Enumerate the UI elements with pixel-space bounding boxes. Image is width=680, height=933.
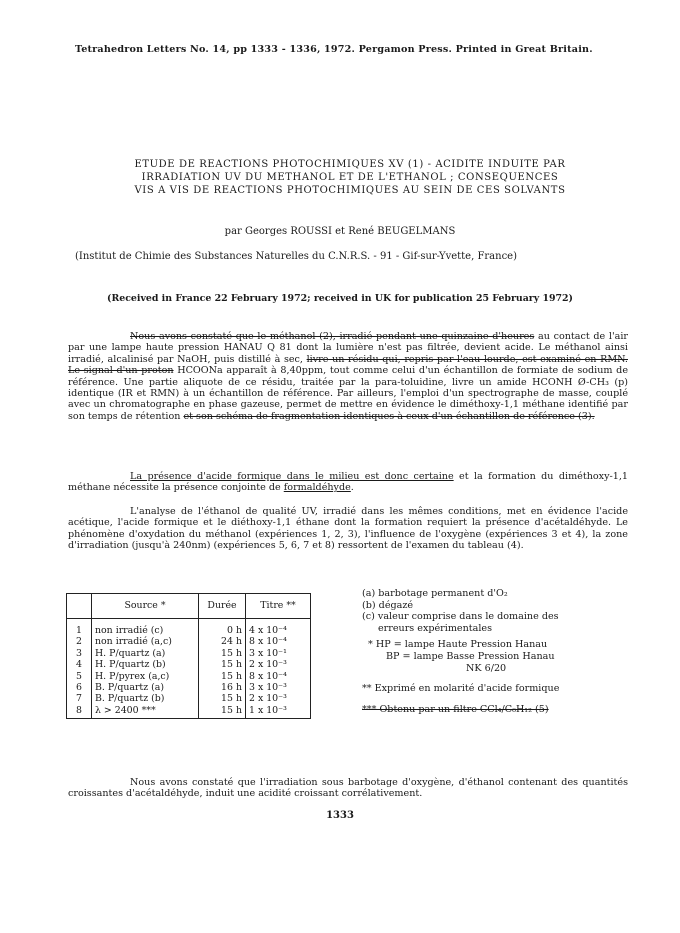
underlined-text: La présence d'acide formique dans le milieu est donc certaine [130,471,454,482]
table-row [67,671,311,682]
paragraph-text: . [350,482,354,494]
struck-text: et son schéma de fragmentation identiques à ceux d'un échantillon de référence (3). [183,410,595,422]
table-cell: 7 [67,693,92,704]
paragraph-text: L'analyse de l'éthanol de qualité UV, irradié dans les mêmes conditions, met en évidence l'acide acétique, l'acide formique et le diéthoxy-1,1 éthane dont la formation requiert la présence d'acétaldéhyde. Le phénomène d'oxydation du méthanol (expériences 1, 2, 3), l'influence de l'oxygène (expériences 3 et 4), la zone d'irradiation (jusqu'à 240nm) (expériences 5, 6, 7 et 8) ressortent de l'examen du tableau (4). [68,506,628,552]
table-cell: 15 h [199,648,246,659]
table-cell: non irradié (a,c) [92,636,199,647]
institution: (Institut de Chimie des Substances Naturelles du C.N.R.S. - 91 - Gif-sur-Yvette, France) [75,251,517,262]
paragraph-1 [68,331,628,422]
table-cell: 8 x 10⁻⁴ [246,636,311,647]
note-nk: NK 6/20 [466,662,507,674]
table-cell: 2 x 10⁻³ [246,659,311,670]
table-cell: 0 h [199,619,246,637]
table-cell: 6 [67,682,92,693]
table-row [67,619,311,637]
table-cell: 15 h [199,659,246,670]
table-cell: 15 h [199,671,246,682]
column-header-duree: Durée [199,594,246,619]
table-cell: λ > 2400 *** [92,705,199,719]
title-line-1: ETUDE DE REACTIONS PHOTOCHIMIQUES XV (1) - ACIDITE INDUITE PAR [134,159,566,170]
paragraph-4 [68,777,628,800]
table-row [67,636,311,647]
note-bp: BP = lampe Basse Pression Hanau [386,650,555,662]
note-molarity: ** Exprimé en molarité d'acide formique [362,683,560,695]
table-cell: H. P/quartz (a) [92,648,199,659]
table-row [67,693,311,704]
table-cell: 4 [67,659,92,670]
paragraph-3 [68,506,628,552]
table-cell: 2 x 10⁻³ [246,693,311,704]
journal-header: Tetrahedron Letters No. 14, pp 1333 - 1336, 1972. Pergamon Press. Printed in Great Britain. [75,44,593,55]
authors: par Georges ROUSSI et René BEUGELMANS [224,226,456,237]
note-filter: *** Obtenu par un filtre CCl₄/C₆H₁₂ (5) [362,703,549,715]
table-cell: non irradié (c) [92,619,199,637]
struck-text: livre un résidu qui, repris par l'eau lourde, est examiné en RMN. Le signal d'un proton [68,353,628,377]
table-cell: 16 h [199,682,246,693]
received-dates: (Received in France 22 February 1972; received in UK for publication 25 February 1972) [107,293,573,304]
table-cell: 15 h [199,693,246,704]
paragraph-text: au contact de l'air par une lampe haute pression HANAU Q 81 dont la lumière n'est pas filtrée, devient acide. Le méthanol ainsi irradié, alcalinisé par NaOH, puis distillé à sec, [68,331,628,365]
table-cell: 8 x 10⁻⁴ [246,671,311,682]
table-cell: 1 x 10⁻³ [246,705,311,719]
table-notes [362,588,652,715]
table-cell: 3 x 10⁻¹ [246,648,311,659]
column-header-titre: Titre ** [246,594,311,619]
table-cell: 24 h [199,636,246,647]
paragraph-text: et la formation du diméthoxy-1,1 méthane nécessite la présence conjointe de [68,471,628,494]
table-row [67,705,311,719]
note-a: (a) barbotage permanent d'O₂ [362,588,508,599]
paragraph-2 [68,471,628,494]
column-header-source: Source * [92,594,199,619]
struck-text: Nous avons constaté que le méthanol (2), irradié pendant une quinzaine d'heures [130,331,535,342]
paragraph-text: Nous avons constaté que l'irradiation sous barbotage d'oxygène, d'éthanol contenant des quantités croissantes d'acétaldéhyde, induit une acidité croissant corrélativement. [68,777,628,800]
table-cell: 5 [67,671,92,682]
table-cell: B. P/quartz (b) [92,693,199,704]
page-number: 1333 [326,810,354,821]
note-hp: * HP = lampe Haute Pression Hanau [368,639,548,651]
note-b: (b) dégazé [362,599,414,611]
table-cell: H. P/quartz (b) [92,659,199,670]
article-title [70,158,630,197]
paragraph-text: HCOONa apparaît à 8,40ppm, tout comme celui d'un échantillon de formiate de sodium de référence. Une partie aliquote de ce résidu, traitée par la para-toluidine, livre un amide HCONH Ø-CH₃ (p) identique (IR et RMN) à un échantillon de référence. Par ailleurs, l'emploi d'un spectrographe de masse, couplé avec un chromatographe en phase gazeuse, permet de mettre en évidence le diméthoxy-1,1 méthane identifié par son temps de rétention [68,365,629,422]
table-cell: 1 [67,619,92,637]
note-c-continued: erreurs expérimentales [378,622,493,634]
results-table [66,593,311,719]
underlined-text: formaldéhyde [283,482,351,494]
table-cell: 15 h [199,705,246,719]
title-line-3: VIS A VIS DE REACTIONS PHOTOCHIMIQUES AU SEIN DE CES SOLVANTS [134,185,566,196]
table-cell: 8 [67,705,92,719]
note-c: (c) valeur comprise dans le domaine des [362,611,559,623]
table-cell: 4 x 10⁻⁴ [246,619,311,637]
table-header-row [67,594,311,619]
table-row [67,648,311,659]
table-cell: 3 x 10⁻³ [246,682,311,693]
table-cell: 3 [67,648,92,659]
title-line-2: IRRADIATION UV DU METHANOL ET DE L'ETHANOL ; CONSEQUENCES [141,172,559,183]
table-cell: B. P/quartz (a) [92,682,199,693]
table-row [67,682,311,693]
table-cell: 2 [67,636,92,647]
table-cell: H. P/pyrex (a,c) [92,671,199,682]
column-header [67,594,92,619]
table-row [67,659,311,670]
